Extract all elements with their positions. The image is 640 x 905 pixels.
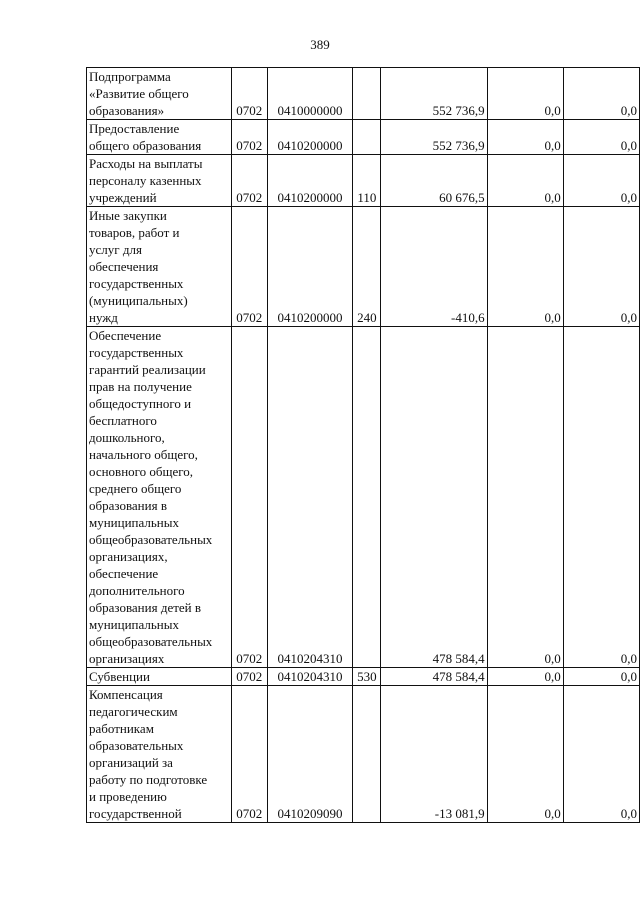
expense-name-line: Обеспечение	[89, 328, 162, 343]
expense-name-line: гарантий реализации	[89, 362, 206, 377]
expense-name-cell	[87, 686, 232, 823]
target-article-cell: 0410204310	[267, 668, 353, 686]
expense-name-line: муниципальных	[89, 617, 180, 632]
expense-name-line: образования»	[89, 103, 165, 118]
expense-name-line: работу по подготовке	[89, 772, 208, 787]
expense-name-line: «Развитие общего	[89, 86, 189, 101]
expense-name-line: основного общего,	[89, 464, 194, 479]
expense-name-cell	[87, 120, 232, 155]
expense-type-cell	[353, 686, 381, 823]
amount-year1-cell: 552 736,9	[381, 68, 487, 120]
table-row	[87, 668, 640, 686]
section-code-cell: 0702	[231, 120, 267, 155]
table-row	[87, 120, 640, 155]
expense-name-line: общеобразовательных	[89, 532, 213, 547]
expense-name-line: Иные закупки	[89, 208, 167, 223]
expense-name-line: Предоставление	[89, 121, 180, 136]
amount-year3-cell: 0,0	[563, 686, 639, 823]
section-code-cell: 0702	[231, 68, 267, 120]
table-row	[87, 686, 640, 823]
amount-year1-cell: 478 584,4	[381, 327, 487, 668]
expense-name-line: педагогическим	[89, 704, 178, 719]
table-row	[87, 327, 640, 668]
expense-name-line: и проведению	[89, 789, 167, 804]
expense-name-line: общего образования	[89, 138, 202, 153]
expense-name-line: среднего общего	[89, 481, 182, 496]
expense-name-line: услуг для	[89, 242, 142, 257]
expense-name-line: бесплатного	[89, 413, 157, 428]
expense-name-line: организаций за	[89, 755, 173, 770]
amount-year3-cell: 0,0	[563, 68, 639, 120]
amount-year1-cell: -410,6	[381, 207, 487, 327]
expense-type-cell: 530	[353, 668, 381, 686]
expense-name-line: общеобразовательных	[89, 634, 213, 649]
section-code-cell: 0702	[231, 327, 267, 668]
amount-year2-cell: 0,0	[487, 207, 563, 327]
expense-name-line: государственных	[89, 345, 184, 360]
amount-year3-cell: 0,0	[563, 668, 639, 686]
expense-name-line: обеспечения	[89, 259, 159, 274]
expense-name-line: персоналу казенных	[89, 173, 202, 188]
expense-name-line: Расходы на выплаты	[89, 156, 203, 171]
table-row	[87, 68, 640, 120]
page-number: 389	[310, 37, 330, 52]
amount-year3-cell: 0,0	[563, 327, 639, 668]
expense-name-line: организациях,	[89, 549, 168, 564]
section-code-cell: 0702	[231, 155, 267, 207]
expense-name-line: учреждений	[89, 190, 157, 205]
section-code-cell: 0702	[231, 668, 267, 686]
expense-name-line: нужд	[89, 310, 118, 325]
target-article-cell: 0410200000	[267, 155, 353, 207]
budget-table-body	[87, 68, 640, 823]
expense-name-cell	[87, 155, 232, 207]
expense-name-line: прав на получение	[89, 379, 192, 394]
amount-year3-cell: 0,0	[563, 207, 639, 327]
table-row	[87, 155, 640, 207]
target-article-cell: 0410000000	[267, 68, 353, 120]
expense-name-line: товаров, работ и	[89, 225, 180, 240]
target-article-cell: 0410204310	[267, 327, 353, 668]
amount-year2-cell: 0,0	[487, 68, 563, 120]
section-code-cell: 0702	[231, 686, 267, 823]
expense-name-line: Подпрограмма	[89, 69, 171, 84]
amount-year1-cell: 552 736,9	[381, 120, 487, 155]
expense-name-line: государственной	[89, 806, 182, 821]
expense-name-line: дополнительного	[89, 583, 185, 598]
expense-name-line: образовательных	[89, 738, 184, 753]
expense-name-line: муниципальных	[89, 515, 180, 530]
amount-year3-cell: 0,0	[563, 155, 639, 207]
expense-name-line: государственных	[89, 276, 184, 291]
expense-name-line: дошкольного,	[89, 430, 165, 445]
expense-name-line: общедоступного и	[89, 396, 192, 411]
expense-type-cell	[353, 120, 381, 155]
amount-year2-cell: 0,0	[487, 120, 563, 155]
expense-name-cell	[87, 68, 232, 120]
expense-type-cell: 110	[353, 155, 381, 207]
budget-table	[86, 67, 640, 823]
expense-type-cell: 240	[353, 207, 381, 327]
expense-name-cell	[87, 668, 232, 686]
table-row	[87, 207, 640, 327]
amount-year1-cell: 478 584,4	[381, 668, 487, 686]
amount-year2-cell: 0,0	[487, 686, 563, 823]
expense-name-line: образования в	[89, 498, 167, 513]
amount-year2-cell: 0,0	[487, 155, 563, 207]
expense-name-line: работникам	[89, 721, 154, 736]
expense-type-cell	[353, 68, 381, 120]
amount-year2-cell: 0,0	[487, 668, 563, 686]
expense-name-line: обеспечение	[89, 566, 159, 581]
expense-name-line: образования детей в	[89, 600, 202, 615]
expense-name-cell	[87, 327, 232, 668]
amount-year1-cell: -13 081,9	[381, 686, 487, 823]
expense-name-line: (муниципальных)	[89, 293, 188, 308]
amount-year2-cell: 0,0	[487, 327, 563, 668]
expense-name-cell	[87, 207, 232, 327]
expense-type-cell	[353, 327, 381, 668]
expense-name-line: Компенсация	[89, 687, 163, 702]
target-article-cell: 0410200000	[267, 120, 353, 155]
expense-name-line: организациях	[89, 651, 165, 666]
target-article-cell: 0410209090	[267, 686, 353, 823]
amount-year3-cell: 0,0	[563, 120, 639, 155]
expense-name-line: начального общего,	[89, 447, 198, 462]
target-article-cell: 0410200000	[267, 207, 353, 327]
expense-name-line: Субвенции	[89, 669, 150, 684]
section-code-cell: 0702	[231, 207, 267, 327]
amount-year1-cell: 60 676,5	[381, 155, 487, 207]
